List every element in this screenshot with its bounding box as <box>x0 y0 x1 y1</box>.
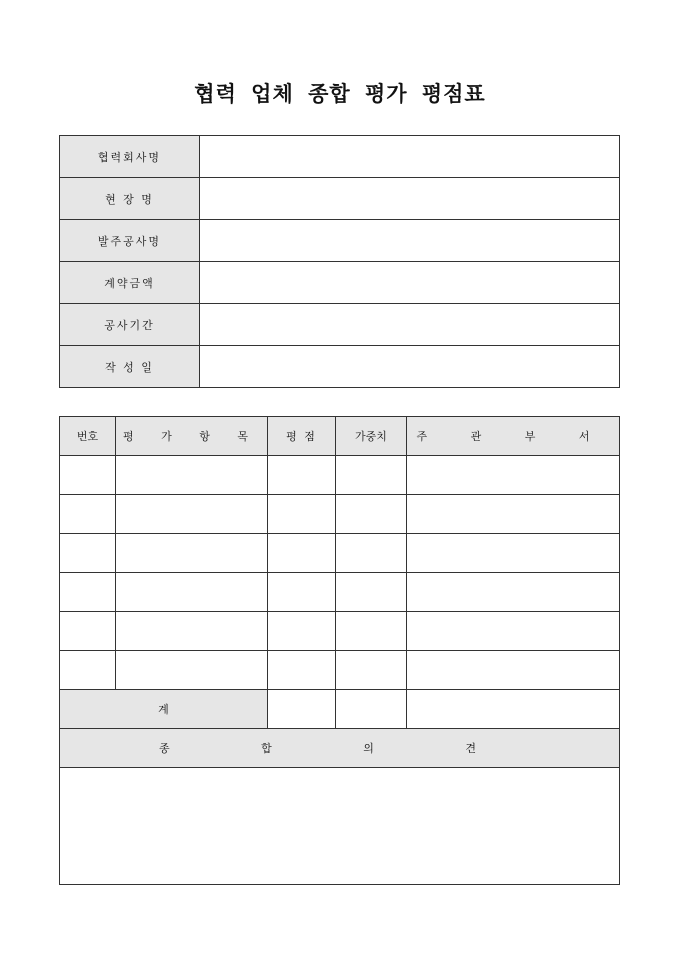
info-table <box>59 135 620 388</box>
cell-item[interactable] <box>116 495 268 534</box>
header-dept: 주 관 부 서 <box>407 417 620 456</box>
label-period: 공사기간 <box>60 304 200 346</box>
label-date: 작 성 일 <box>60 346 200 388</box>
label-site: 현 장 명 <box>60 178 200 220</box>
label-company: 협력회사명 <box>60 136 200 178</box>
info-row-company <box>60 136 620 178</box>
cell-no[interactable] <box>60 651 116 690</box>
cell-weight[interactable] <box>336 612 407 651</box>
cell-dept[interactable] <box>407 495 620 534</box>
value-date[interactable] <box>200 346 620 388</box>
value-site[interactable] <box>200 178 620 220</box>
eval-row <box>60 612 620 651</box>
info-row-amount <box>60 262 620 304</box>
total-label: 계 <box>60 690 268 729</box>
value-company[interactable] <box>200 136 620 178</box>
opinion-body-row <box>60 768 620 885</box>
document-title: 협력 업체 종합 평가 평점표 <box>194 81 486 106</box>
cell-item[interactable] <box>116 651 268 690</box>
evaluation-table <box>59 416 620 885</box>
value-period[interactable] <box>200 304 620 346</box>
total-weight[interactable] <box>336 690 407 729</box>
total-score[interactable] <box>268 690 336 729</box>
total-row <box>60 690 620 729</box>
cell-dept[interactable] <box>407 573 620 612</box>
cell-weight[interactable] <box>336 573 407 612</box>
cell-score[interactable] <box>268 573 336 612</box>
cell-weight[interactable] <box>336 534 407 573</box>
total-dept[interactable] <box>407 690 620 729</box>
cell-no[interactable] <box>60 612 116 651</box>
eval-row <box>60 534 620 573</box>
opinion-label: 종 합 의 견 <box>60 729 620 768</box>
cell-no[interactable] <box>60 573 116 612</box>
eval-row <box>60 495 620 534</box>
cell-weight[interactable] <box>336 456 407 495</box>
header-no: 번호 <box>60 417 116 456</box>
label-amount: 계약금액 <box>60 262 200 304</box>
info-row-project <box>60 220 620 262</box>
cell-no[interactable] <box>60 495 116 534</box>
info-row-period <box>60 304 620 346</box>
cell-dept[interactable] <box>407 612 620 651</box>
value-project[interactable] <box>200 220 620 262</box>
cell-item[interactable] <box>116 534 268 573</box>
value-amount[interactable] <box>200 262 620 304</box>
label-project: 발주공사명 <box>60 220 200 262</box>
cell-weight[interactable] <box>336 651 407 690</box>
header-item: 평 가 항 목 <box>116 417 268 456</box>
cell-score[interactable] <box>268 456 336 495</box>
cell-dept[interactable] <box>407 456 620 495</box>
cell-dept[interactable] <box>407 651 620 690</box>
cell-no[interactable] <box>60 456 116 495</box>
cell-score[interactable] <box>268 495 336 534</box>
cell-item[interactable] <box>116 456 268 495</box>
eval-row <box>60 456 620 495</box>
info-row-site <box>60 178 620 220</box>
eval-header-row <box>60 417 620 456</box>
eval-row <box>60 651 620 690</box>
cell-score[interactable] <box>268 612 336 651</box>
header-score: 평 점 <box>268 417 336 456</box>
header-weight: 가중치 <box>336 417 407 456</box>
cell-score[interactable] <box>268 651 336 690</box>
cell-dept[interactable] <box>407 534 620 573</box>
cell-no[interactable] <box>60 534 116 573</box>
cell-item[interactable] <box>116 573 268 612</box>
cell-item[interactable] <box>116 612 268 651</box>
info-row-date <box>60 346 620 388</box>
opinion-header-row <box>60 729 620 768</box>
eval-row <box>60 573 620 612</box>
cell-score[interactable] <box>268 534 336 573</box>
cell-weight[interactable] <box>336 495 407 534</box>
opinion-text[interactable] <box>60 768 620 885</box>
